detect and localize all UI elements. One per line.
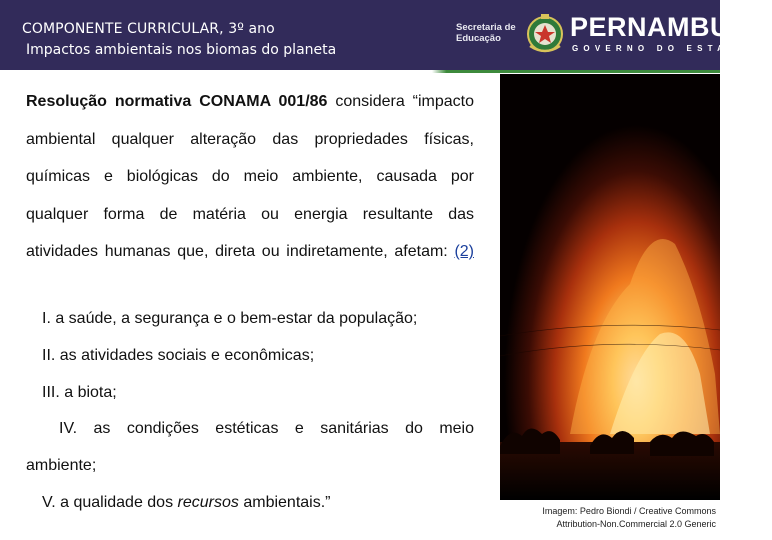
reference-link[interactable]: (2) bbox=[454, 243, 474, 260]
header-divider bbox=[0, 70, 720, 73]
list-item-continuation: ambiente; bbox=[26, 457, 97, 474]
state-government-subtitle: GOVERNO DO ESTADO bbox=[572, 44, 751, 53]
lesson-topic: Impactos ambientais nos biomas do planeta bbox=[26, 42, 337, 58]
resolution-lead: Resolução normativa CONAMA 001/86 bbox=[26, 93, 328, 110]
course-title: COMPONENTE CURRICULAR, 3º ano bbox=[22, 21, 275, 37]
list-item: II. as atividades sociais e econômicas; bbox=[42, 347, 315, 364]
image-credit: Imagem: Pedro Biondi / Creative Commons Attribution-Non.Commercial 2.0 Generic bbox=[542, 506, 716, 529]
list-item: IV. as condições estéticas e sanitárias do meio bbox=[59, 420, 474, 437]
state-coat-of-arms-icon bbox=[524, 12, 566, 58]
wildfire-photo bbox=[500, 74, 720, 500]
state-wordmark: PERNAMBUCO bbox=[570, 12, 772, 42]
definition-text: considera “impacto ambiental qualquer alteração das propriedades físicas, químicas e biológicas do meio ambiente, causada por qualquer forma de matéria ou energia resultante das atividades humanas que, direta ou indiretamente, afetam: bbox=[26, 93, 474, 260]
header-band bbox=[0, 0, 772, 70]
secretaria-label: Secretaria de Educação bbox=[456, 22, 516, 44]
list-item: III. a biota; bbox=[42, 384, 117, 401]
wildfire-at-night-photo bbox=[500, 74, 720, 500]
list-item: I. a saúde, a segurança e o bem-estar da população; bbox=[42, 310, 418, 327]
definition-paragraph bbox=[26, 83, 474, 271]
list-item: V. a qualidade dos recursos ambientais.” bbox=[42, 494, 331, 511]
